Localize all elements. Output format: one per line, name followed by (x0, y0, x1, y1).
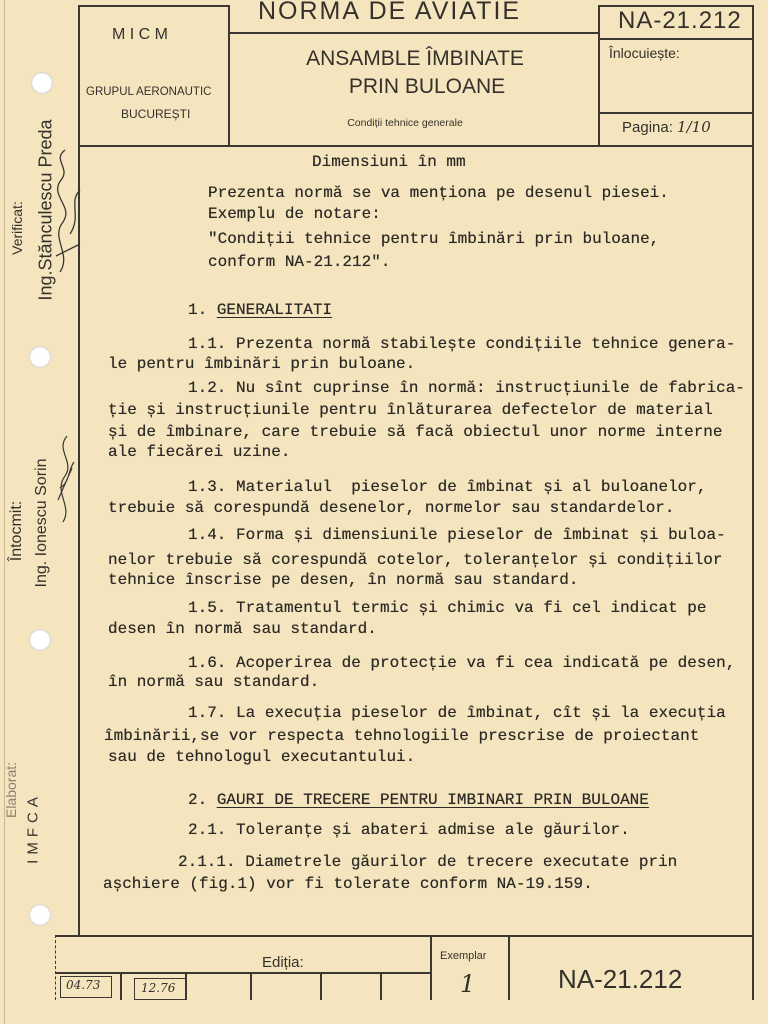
body-line: 1.5. Tratamentul termic și chimic va fi cel indicat pe (188, 599, 707, 617)
footer-divider-1 (430, 935, 432, 1000)
edition-cell-rule (320, 972, 322, 1000)
group-name: GRUPUL AERONAUTIC (86, 86, 212, 98)
body-line: 1.6. Acoperirea de protecție va fi cea indicată pe desen, (188, 654, 736, 672)
page-number (622, 118, 711, 136)
body-line: ție și instrucțiunile pentru înlăturarea defectelor de material (108, 401, 713, 419)
section-number: 2. (188, 791, 208, 809)
group-city: BUCUREȘTI (121, 107, 191, 121)
edition-date: 12.76 (141, 981, 176, 995)
page-value: 1/10 (677, 118, 711, 136)
signatures (0, 0, 90, 600)
norm-type: NORMA DE AVIATIE (258, 0, 522, 25)
body-line: 1.4. Forma și dimensiunile pieselor de îmbinat și buloa- (188, 526, 726, 544)
footer-top-rule (55, 935, 753, 937)
header-top-left-rule (78, 5, 228, 7)
body-line: nelor trebuie să corespundă cotelor, toleranțelor și condițiilor (108, 551, 723, 569)
footer-left-rule (55, 935, 56, 1000)
section-number: 1. (188, 301, 208, 319)
units-note: Dimensiuni în mm (312, 153, 466, 171)
document-subtitle: Condiții tehnice generale (347, 117, 463, 129)
norm-type-rule (228, 32, 598, 34)
body-line: și de îmbinare, care trebuie să facă obiectul unor norme interne (108, 423, 723, 441)
body-line: 1.1. Prezenta normă stabilește condițiile tehnice genera- (188, 335, 736, 353)
body-line: așchiere (fig.1) vor fi tolerate conform NA-19.159. (103, 875, 593, 893)
header-bottom-rule (78, 145, 753, 147)
body-line: 1.3. Materialul pieselor de îmbinat și al buloanelor, (188, 478, 707, 496)
body-line: îmbinării,se vor respecta tehnologiile prescrise de proiectant (104, 727, 700, 745)
edition-date: 04.73 (66, 978, 101, 992)
page-box-rule (598, 112, 753, 114)
body-line: 2.1. Toleranțe și abateri admise ale găurilor. (188, 821, 630, 839)
elaborated-org: IMFCA (24, 792, 42, 864)
intro-line: conform NA-21.212". (208, 253, 391, 271)
body-line: 2.1.1. Diametrele găurilor de trecere executate prin (178, 853, 678, 871)
edition-cell-rule (380, 972, 382, 1000)
replaces-label: Înlocuiește: (609, 45, 680, 61)
edition-rule (55, 972, 430, 974)
body-line: desen în normă sau standard. (108, 620, 377, 638)
frame-right-rule (752, 5, 754, 1000)
edition-cell-rule (250, 972, 252, 1000)
exemplar-value: 1 (460, 970, 476, 998)
page-label: Pagina: (622, 119, 673, 136)
norm-code-rule (598, 38, 753, 40)
norm-code: NA-21.212 (618, 7, 742, 34)
body-line: ale fiecărei uzine. (108, 443, 291, 461)
signature-verified (56, 150, 80, 272)
document-title-line1: ANSAMBLE ÎMBINATE (306, 47, 524, 70)
body-line: trebuie să corespundă desenelor, normelor sau standardelor. (108, 499, 675, 517)
punch-hole (29, 904, 51, 926)
intro-line: "Condiții tehnice pentru îmbinări prin buloane, (208, 230, 660, 248)
section-title: GENERALITATI (216, 301, 333, 319)
section-title: GAURI DE TRECERE PENTRU IMBINARI PRIN BULOANE (216, 791, 649, 809)
section-heading-2 (188, 790, 649, 810)
org-name: M I C M (112, 26, 168, 43)
prepared-label: Întocmit: (8, 500, 25, 562)
intro-line: Exemplu de notare: (208, 205, 381, 223)
body-line: 1.2. Nu sînt cuprinse în normă: instrucțiunile de fabrica- (188, 379, 745, 397)
signature-prepared (58, 436, 74, 522)
verified-name: Ing.Stănculescu Preda (35, 119, 56, 301)
body-line: 1.7. La execuția pieselor de îmbinat, cît și la execuția (188, 704, 726, 722)
document-title-line2: PRIN BULOANE (348, 75, 506, 98)
elaborated-label: Elaborat: (3, 761, 19, 819)
body-line: tehnice înscrise pe desen, în normă sau standard. (108, 571, 579, 589)
exemplar-label: Exemplar (440, 950, 487, 962)
intro-line: Prezenta normă se va menționa pe desenul piesei. (208, 184, 669, 202)
edition-cell-rule (120, 972, 122, 1000)
section-heading-1 (188, 300, 332, 320)
body-line: în normă sau standard. (108, 673, 320, 691)
prepared-name: Ing. Ionescu Sorin (33, 458, 50, 588)
footer-norm-code: NA-21.212 (558, 964, 683, 994)
body-line: sau de tehnologul executantului. (108, 748, 416, 766)
punch-hole (29, 629, 51, 651)
footer-divider-2 (508, 935, 510, 1000)
edition-label: Ediția: (262, 954, 304, 971)
verified-label: Verificat: (9, 201, 25, 255)
body-line: le pentru îmbinări prin buloane. (108, 355, 416, 373)
